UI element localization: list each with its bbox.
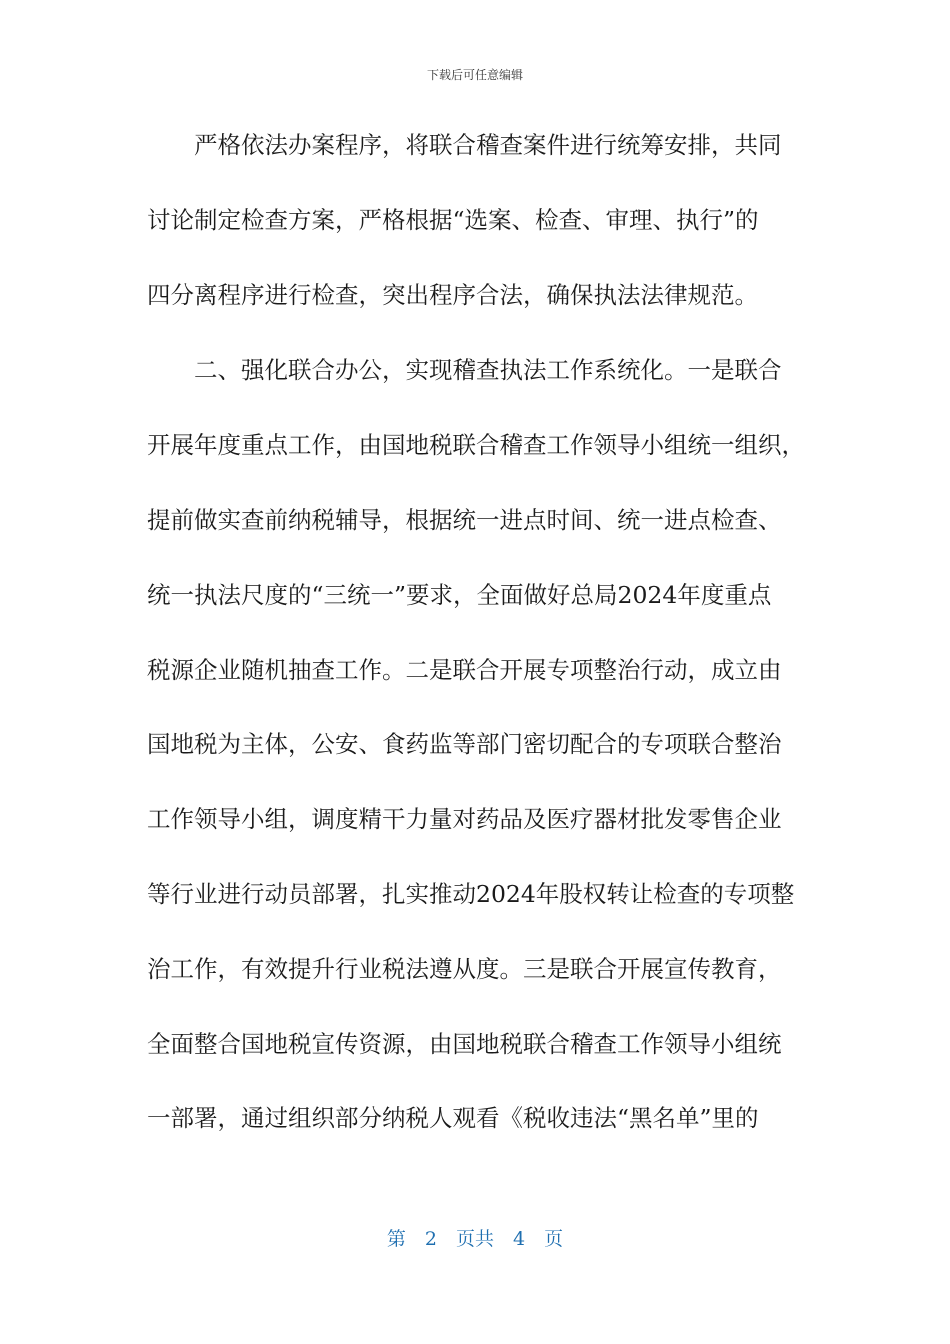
body-line: 等行业进行动员部署，扎实推动2024年股权转让检查的专项整 (147, 880, 795, 908)
body-line: 讨论制定检查方案，严格根据“选案、检查、审理、执行”的 (147, 206, 759, 234)
body-line: 一部署，通过组织部分纳税人观看《税收违法“黑名单”里的 (147, 1104, 759, 1132)
body-line: 开展年度重点工作，由国地税联合稽查工作领导小组统一组织， (147, 431, 805, 459)
body-line: 二、强化联合办公，实现稽查执法工作系统化。一是联合 (147, 356, 782, 384)
body-line: 统一执法尺度的“三统一”要求，全面做好总局2024年度重点 (147, 581, 772, 609)
page-header: 下载后可任意编辑 (426, 68, 523, 82)
page-footer: 第 2 页共 4 页 (386, 1228, 564, 1250)
body-line: 严格依法办案程序，将联合稽查案件进行统筹安排，共同 (147, 131, 782, 159)
body-line: 税源企业随机抽查工作。二是联合开展专项整治行动，成立由 (147, 656, 782, 684)
body-line: 工作领导小组，调度精干力量对药品及医疗器材批发零售企业 (147, 805, 782, 833)
body-line: 全面整合国地税宣传资源，由国地税联合稽查工作领导小组统 (147, 1030, 782, 1058)
body-line: 治工作，有效提升行业税法遵从度。三是联合开展宣传教育， (147, 955, 782, 983)
body-line: 四分离程序进行检查，突出程序合法，确保执法法律规范。 (147, 281, 758, 309)
body-line: 提前做实查前纳税辅导，根据统一进点时间、统一进点检查、 (147, 506, 782, 534)
body-line: 国地税为主体，公安、食药监等部门密切配合的专项联合整治 (147, 730, 782, 758)
